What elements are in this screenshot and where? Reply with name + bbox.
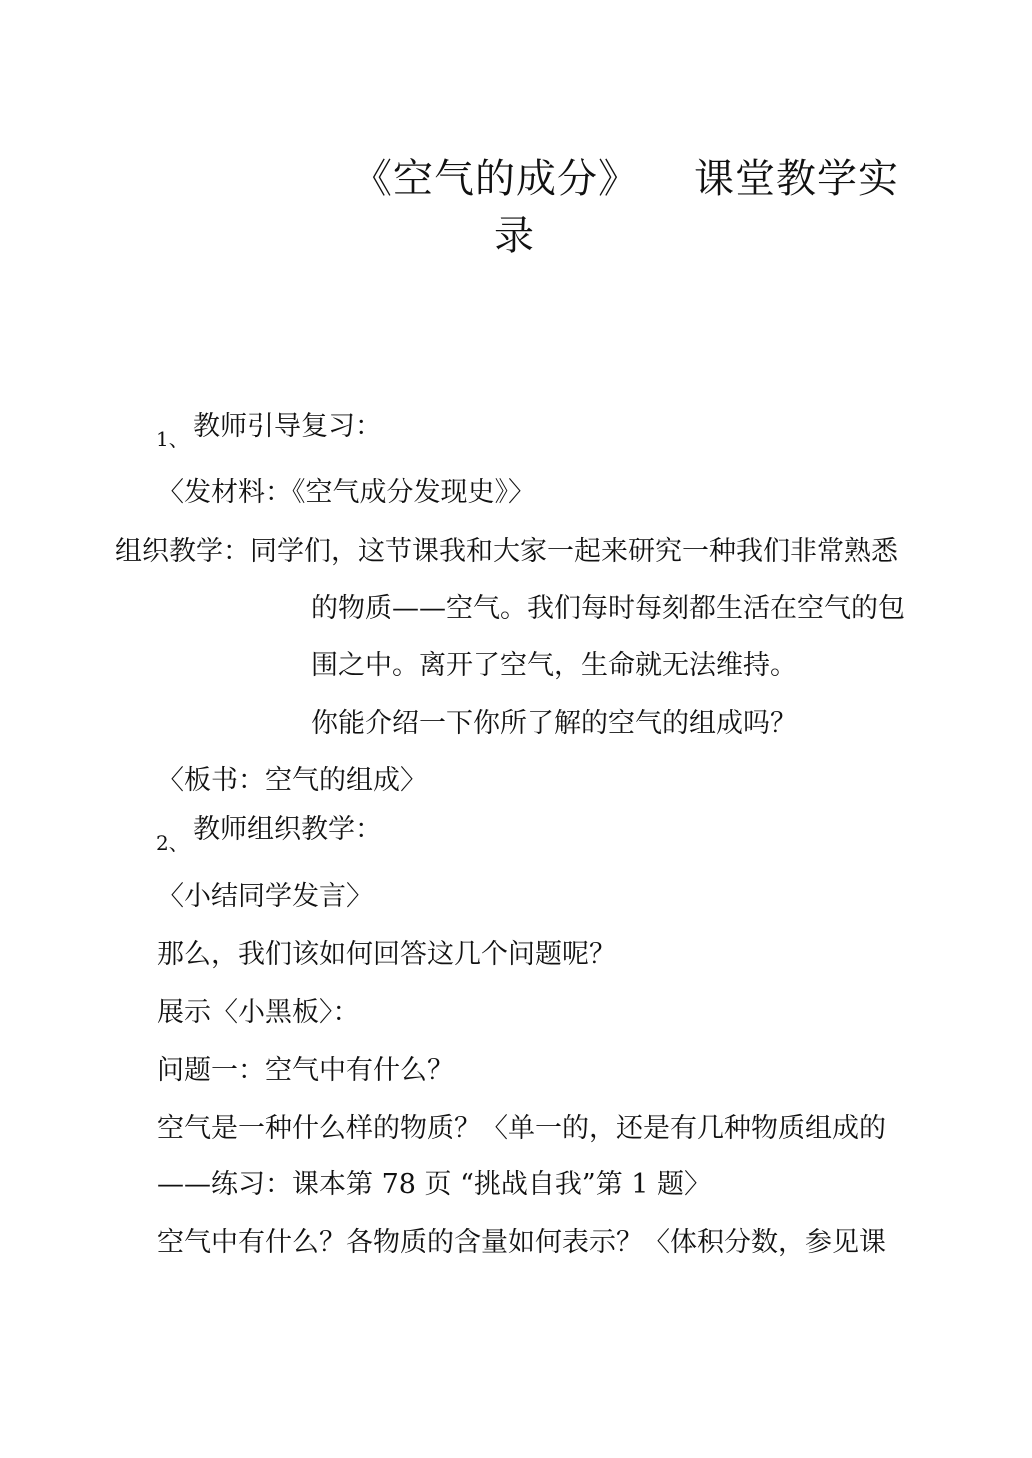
section-2-heading: 教师组织教学： [193, 814, 382, 845]
paragraph-line: 空气中有什么？各物质的含量如何表示？〈体积分数，参见课 [157, 1227, 886, 1258]
paragraph-line: 你能介绍一下你所了解的空气的组成吗？ [311, 708, 797, 739]
document-title-part2: 课堂教学实 [694, 156, 899, 202]
paragraph-line: 问题一：空气中有什么？ [157, 1055, 454, 1086]
document-title-part1: 《空气的成分》 [352, 156, 639, 202]
paragraph-line: 空气是一种什么样的物质？〈单一的，还是有几种物质组成的 [157, 1113, 886, 1144]
paragraph-line: ——练习：课本第 78 页 “挑战自我”第 1 题〉 [157, 1169, 712, 1200]
paragraph-line: 〈小结同学发言〉 [157, 881, 373, 912]
paragraph-line: 〈发材料：《空气成分发现史》〉 [157, 477, 535, 508]
paragraph-line: 那么，我们该如何回答这几个问题呢？ [157, 939, 616, 970]
paragraph-line: 的物质——空气。我们每时每刻都生活在空气的包 [311, 593, 905, 624]
paragraph-line: 展示〈小黑板〉： [157, 997, 360, 1028]
section-2-number: 2、 [156, 831, 189, 855]
paragraph-line: 〈板书：空气的组成〉 [157, 765, 427, 796]
section-1-heading: 教师引导复习： [193, 411, 382, 442]
section-1-number: 1、 [156, 427, 189, 451]
document-title-part3: 录 [494, 213, 535, 259]
paragraph-line: 围之中。离开了空气，生命就无法维持。 [311, 650, 797, 681]
paragraph-line: 组织教学：同学们，这节课我和大家一起来研究一种我们非常熟悉 [115, 536, 898, 567]
